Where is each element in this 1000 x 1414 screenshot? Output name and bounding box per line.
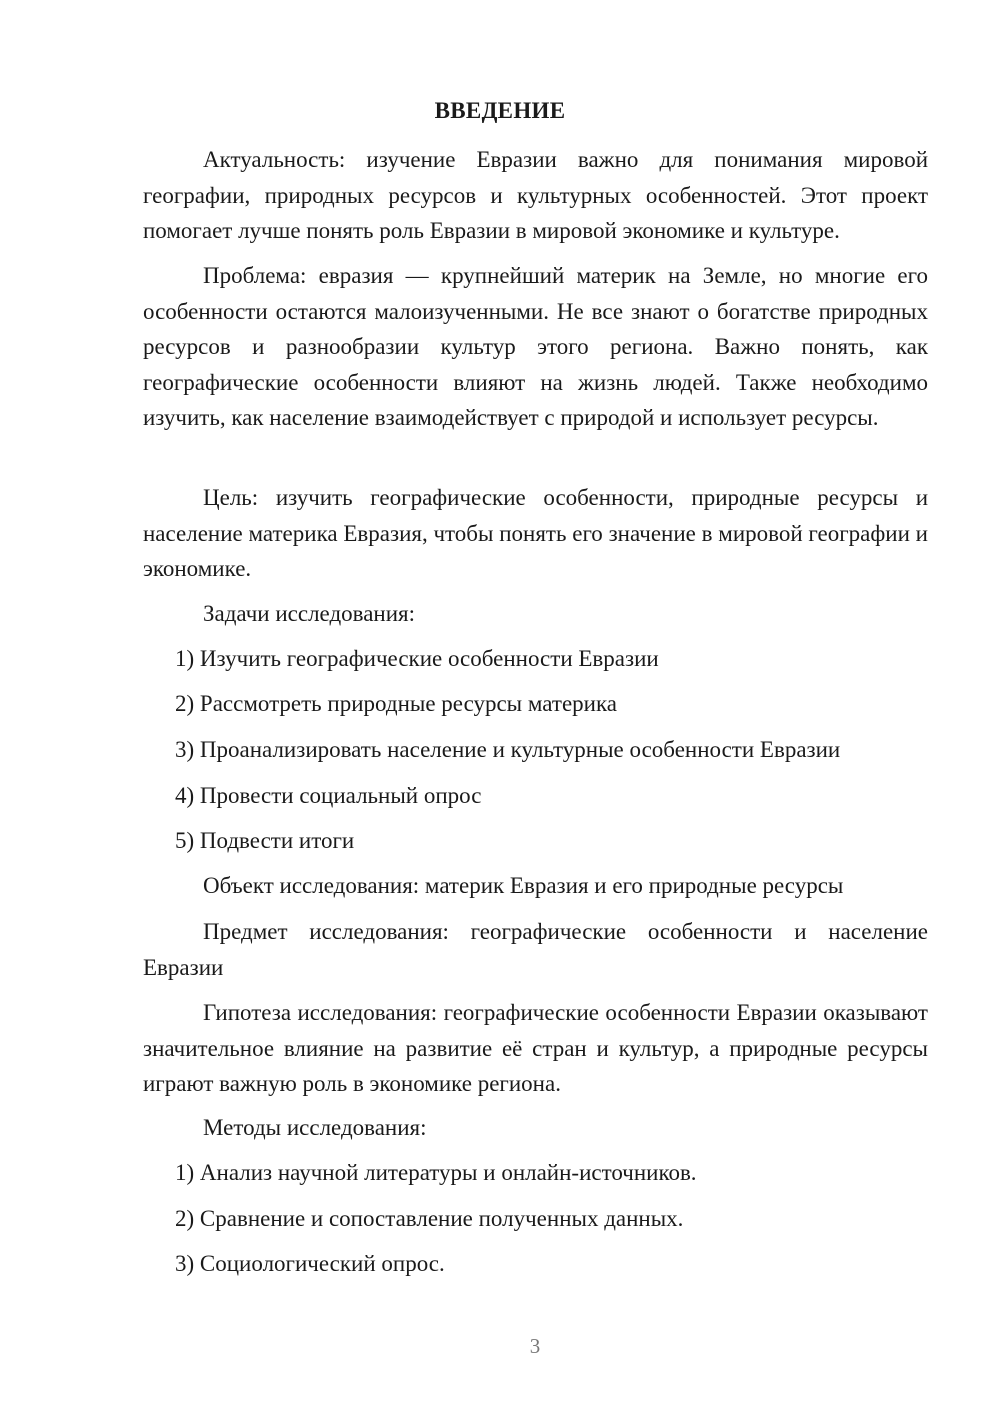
page-heading: ВВЕДЕНИЕ xyxy=(434,98,566,123)
subject-paragraph xyxy=(143,914,928,985)
list-item: 2) Рассмотреть природные ресурсы материка xyxy=(175,691,617,716)
problem-text: Проблема: евразия — крупнейший материк на Земле, но многие его особенности остаются малоизученными. Не все знают о богатстве природных ресурсов и разнообразии культур этого региона. Важно понять, как географические особенности влияют на жизнь людей. Также необходимо изучить, как население взаимодействует с природой и использует ресурсы. xyxy=(143,263,928,430)
hypothesis-paragraph xyxy=(143,995,928,1102)
subject-text: Предмет исследования: географические особенности и население Евразии xyxy=(143,919,928,980)
list-item: 4) Провести социальный опрос xyxy=(175,783,482,808)
relevance-text: Актуальность: изучение Евразии важно для понимания мировой географии, природных ресурсов и культурных особенностей. Этот проект помогает лучше понять роль Евразии в мировой экономике и культуре. xyxy=(143,147,928,243)
relevance-paragraph xyxy=(143,142,928,249)
problem-paragraph xyxy=(143,258,928,436)
list-item: 5) Подвести итоги xyxy=(175,828,355,853)
object-text: Объект исследования: материк Евразия и его природные ресурсы xyxy=(203,873,844,898)
list-item: 1) Изучить географические особенности Евразии xyxy=(175,646,659,671)
tasks-title: Задачи исследования: xyxy=(203,601,416,626)
hypothesis-text: Гипотеза исследования: географические особенности Евразии оказывают значительное влияние на развитие её стран и культур, а природные ресурсы играют важную роль в экономике региона. xyxy=(143,1000,928,1096)
page-number: 3 xyxy=(529,1334,541,1358)
list-item: 3) Социологический опрос. xyxy=(175,1251,445,1276)
goal-paragraph xyxy=(143,480,928,587)
methods-title: Методы исследования: xyxy=(203,1115,427,1140)
goal-text: Цель: изучить географические особенности, природные ресурсы и население материка Евразия, чтобы понять его значение в мировой географии и экономике. xyxy=(143,485,928,581)
list-item: 1) Анализ научной литературы и онлайн-источников. xyxy=(175,1160,697,1185)
list-item: 2) Сравнение и сопоставление полученных данных. xyxy=(175,1206,684,1231)
list-item: 3) Проанализировать население и культурные особенности Евразии xyxy=(175,737,841,762)
